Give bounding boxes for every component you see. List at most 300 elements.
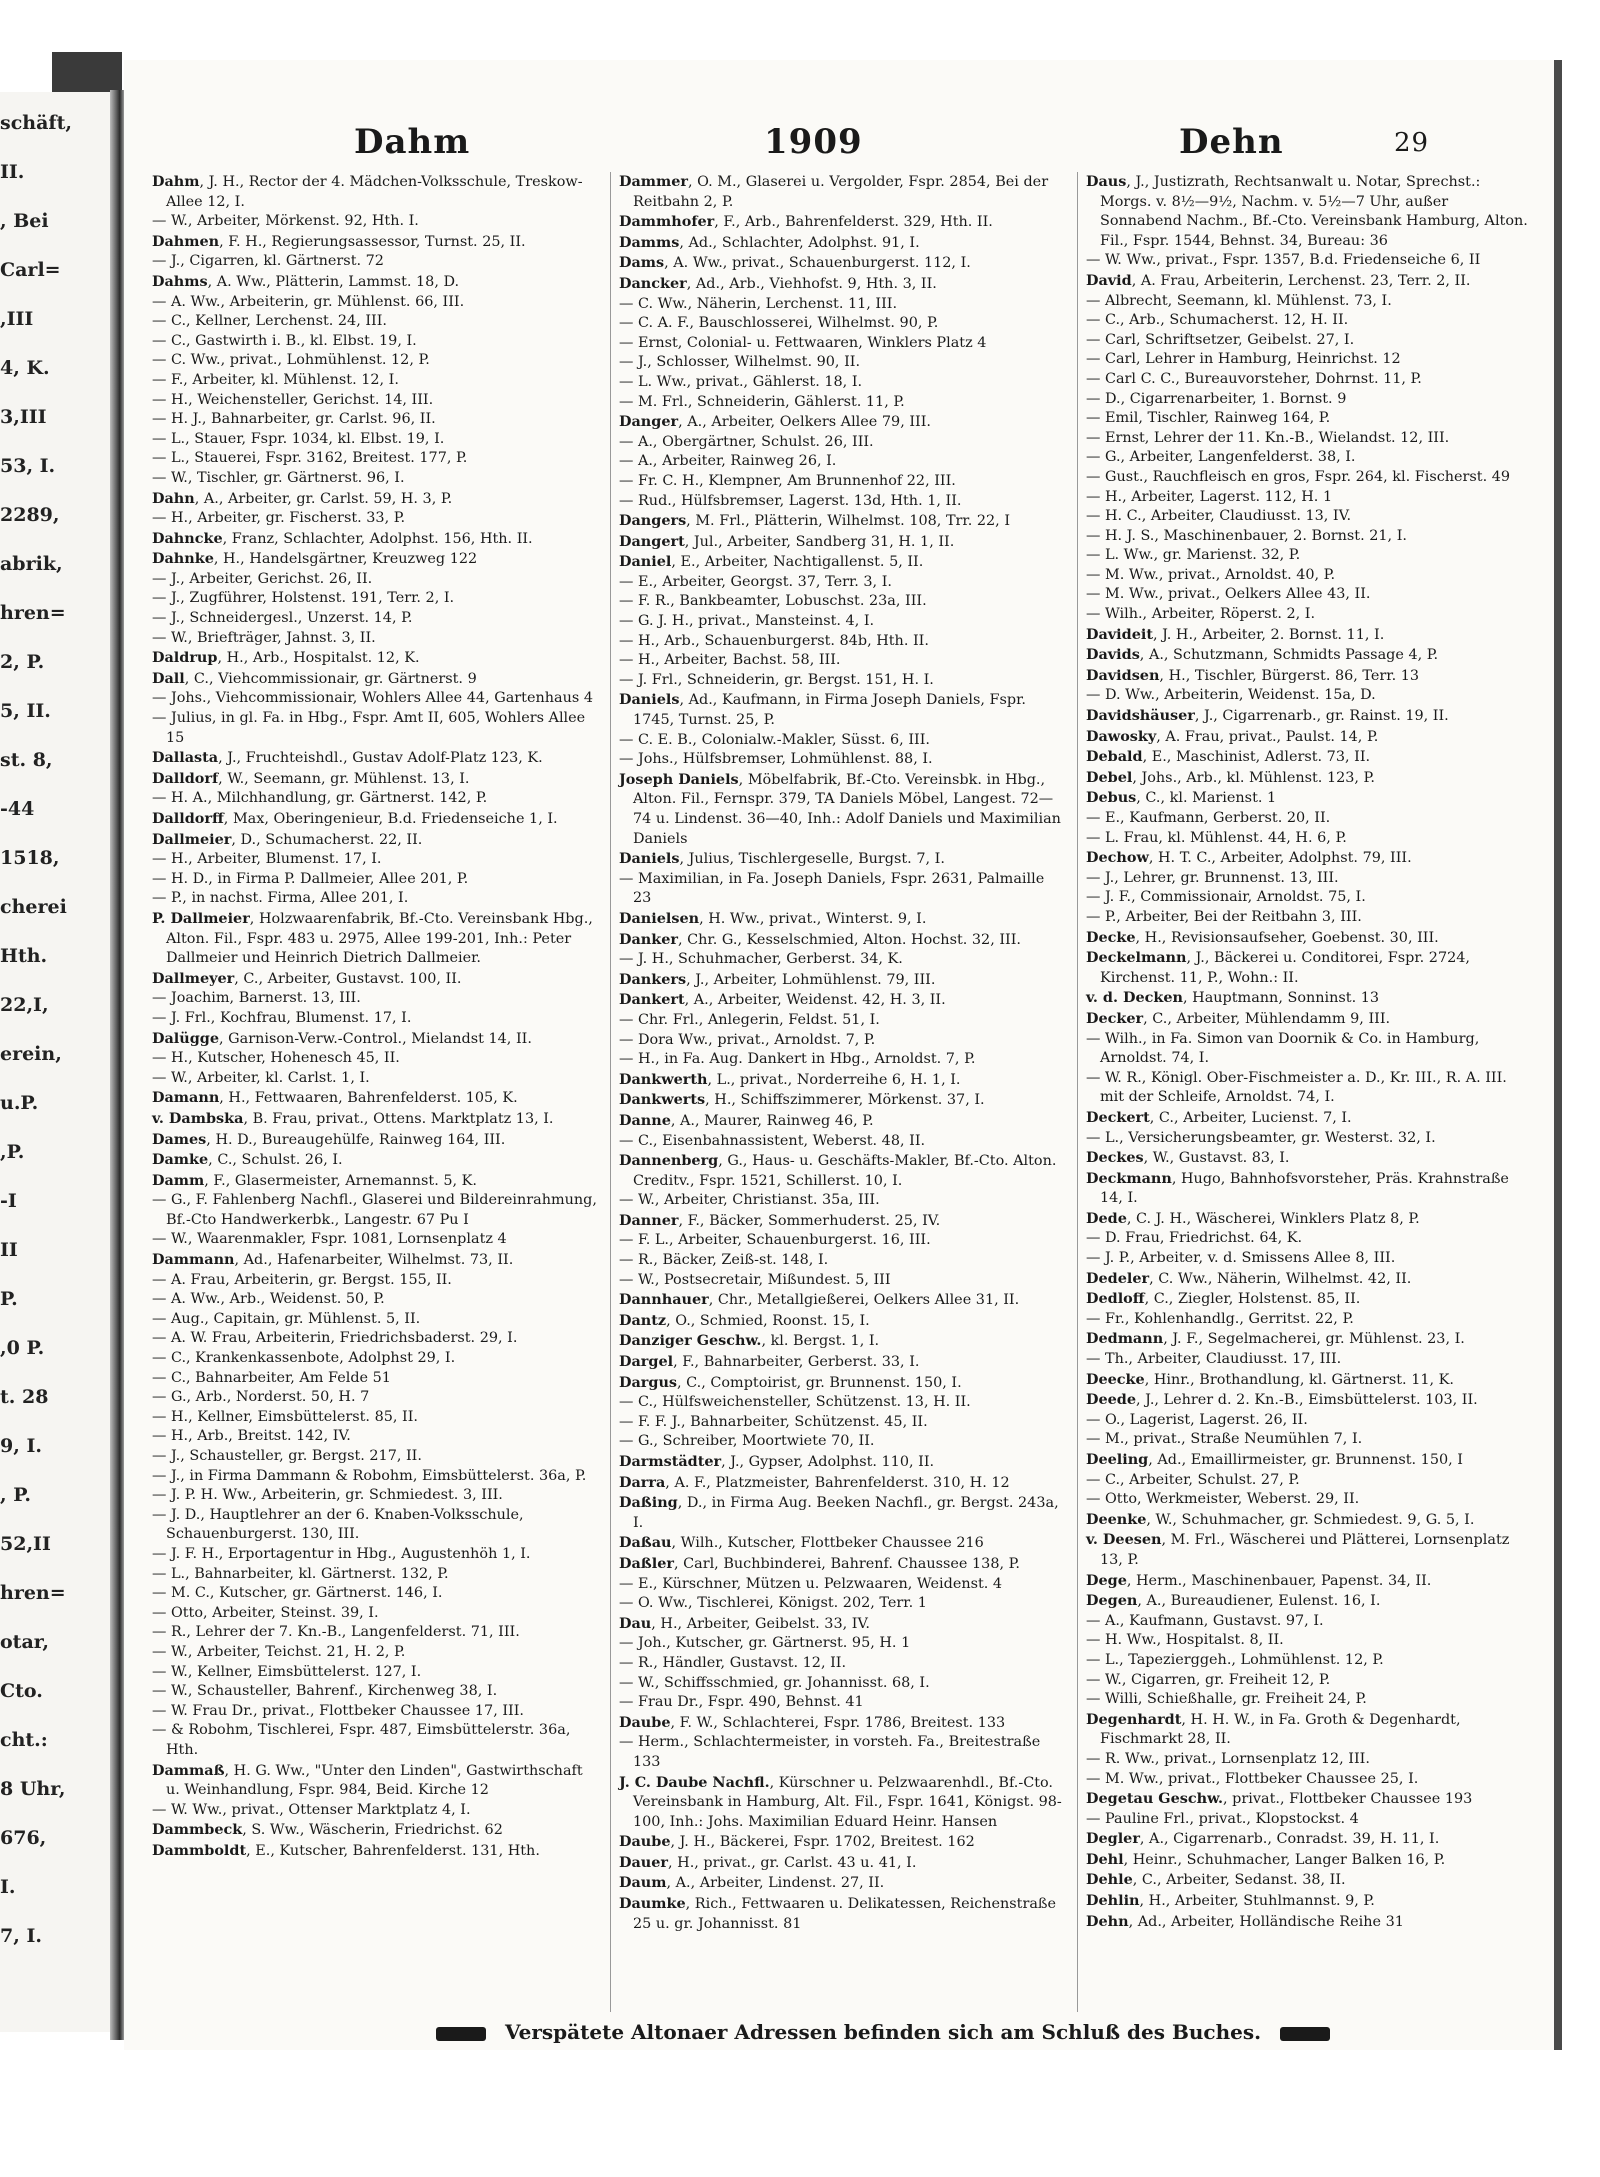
- entry-surname: Dahms: [152, 272, 208, 290]
- entry-surname: Degetau Geschw.: [1086, 1790, 1224, 1808]
- entry-surname: Dahmen: [152, 232, 220, 250]
- entry-surname: Daßler: [619, 1554, 674, 1572]
- prev-page-fragment: Cto.: [0, 1680, 43, 1702]
- directory-entry: — W. Frau Dr., privat., Flottbeker Chaussee 17, III.: [152, 1702, 524, 1719]
- directory-entry: — W., Waarenmakler, Fspr. 1081, Lornsenplatz 4: [152, 1231, 507, 1248]
- directory-entry: Daus, J., Justizrath, Rechtsanwalt u. Notar, Sprechst.: Morgs. v. 8½—9½, Nachm. v. 5½—7 Uhr, außer Sonnabend Nachm., Bf.-Cto. Vereinsbank Hamburg, Alton. Fil., Fspr. 1544, Behnst. 34, Bureau: 36: [1086, 173, 1528, 249]
- prev-page-fragment: schäft,: [0, 112, 72, 134]
- directory-entry: — A. W. Frau, Arbeiterin, Friedrichsbaderst. 29, I.: [152, 1330, 518, 1347]
- directory-entry: — J., Schlosser, Wilhelmst. 90, II.: [619, 354, 861, 371]
- directory-entry: Dams, A. Ww., privat., Schauenburgerst. 112, I.: [619, 254, 971, 272]
- directory-entry: Deede, J., Lehrer d. 2. Kn.-B., Eimsbüttelerst. 103, II.: [1086, 1391, 1478, 1409]
- entry-surname: Dammboldt: [152, 1841, 247, 1859]
- directory-entry: Dahm, J. H., Rector der 4. Mädchen-Volksschule, Treskow-Allee 12, I.: [152, 173, 583, 210]
- entry-surname: Dede: [1086, 1209, 1127, 1227]
- prev-page-fragment: 7, I.: [0, 1925, 42, 1947]
- directory-entry: — Ernst, Colonial- u. Fettwaaren, Winklers Platz 4: [619, 334, 987, 351]
- directory-entry: — J. P., Arbeiter, v. d. Smissens Allee 8, III.: [1086, 1250, 1396, 1267]
- directory-entry: Dalldorf, W., Seemann, gr. Mühlenst. 13, I.: [152, 769, 470, 787]
- directory-entry: Decker, C., Arbeiter, Mühlendamm 9, III.: [1086, 1009, 1391, 1027]
- entry-surname: Davidshäuser: [1086, 707, 1195, 725]
- entry-surname: Dankwerth: [619, 1070, 708, 1088]
- directory-entry: — O., Lagerist, Lagerst. 26, II.: [1086, 1411, 1308, 1428]
- entry-surname: Davidsen: [1086, 666, 1160, 684]
- directory-entry: v. Dambska, B. Frau, privat., Ottens. Marktplatz 13, I.: [152, 1109, 554, 1127]
- entry-surname: v. Deesen: [1086, 1531, 1162, 1549]
- directory-entry: Davids, A., Schutzmann, Schmidts Passage 4, P.: [1086, 646, 1439, 664]
- directory-entry: — C. E. B., Colonialw.-Makler, Süsst. 6, III.: [619, 731, 930, 748]
- directory-entry: — J. H., Schuhmacher, Gerberst. 34, K.: [619, 951, 903, 968]
- directory-entry: Dammboldt, E., Kutscher, Bahrenfelderst. 131, Hth.: [152, 1841, 540, 1859]
- directory-entry: — E., Arbeiter, Georgst. 37, Terr. 3, I.: [619, 573, 892, 590]
- entry-surname: Dechow: [1086, 849, 1149, 867]
- prev-page-fragment: hren=: [0, 1582, 66, 1604]
- directory-entry: — R., Lehrer der 7. Kn.-B., Langenfelderst. 71, III.: [152, 1624, 520, 1641]
- entry-surname: P. Dallmeier: [152, 909, 250, 927]
- entry-surname: Dalldorff: [152, 810, 224, 827]
- prev-page-fragment: -44: [0, 798, 35, 820]
- directory-entry: — A., Kaufmann, Gustavst. 97, I.: [1086, 1612, 1324, 1629]
- directory-entry: Davideit, J. H., Arbeiter, 2. Bornst. 11, I.: [1086, 625, 1385, 643]
- prev-page-fragment: , P.: [0, 1484, 31, 1506]
- directory-entry: Daube, J. H., Bäckerei, Fspr. 1702, Breitest. 162: [619, 1833, 975, 1851]
- directory-entry: Daum, A., Arbeiter, Lindenst. 27, II.: [619, 1874, 885, 1892]
- page-number: 29: [1394, 128, 1430, 158]
- prev-page-fragment: ,0 P.: [0, 1337, 45, 1359]
- directory-entry: — J., in Firma Dammann & Robohm, Eimsbüttelerst. 36a, P.: [152, 1467, 587, 1484]
- directory-entry: — H., Kutscher, Hohenesch 45, II.: [152, 1050, 400, 1067]
- directory-entry: Dau, H., Arbeiter, Geibelst. 33, IV.: [619, 1614, 870, 1632]
- entry-surname: Dedmann: [1086, 1330, 1164, 1348]
- directory-entry: — A., Arbeiter, Rainweg 26, I.: [619, 453, 837, 470]
- header-right-keyword: Dehn: [1179, 122, 1284, 162]
- directory-entry: Dauer, H., privat., gr. Carlst. 43 u. 41, I.: [619, 1853, 917, 1871]
- prev-page-fragment: ,P.: [0, 1141, 25, 1163]
- directory-entry: Dancker, Ad., Arb., Viehhofst. 9, Hth. 3, II.: [619, 274, 937, 292]
- directory-entry: Deckelmann, J., Bäckerei u. Conditorei, Fspr. 2724, Kirchenst. 11, P., Wohn.: II.: [1086, 949, 1471, 986]
- directory-entry: — C. Ww., Näherin, Lerchenst. 11, III.: [619, 295, 898, 312]
- directory-entry: — O. Ww., Tischlerei, Königst. 202, Terr. 1: [619, 1595, 927, 1612]
- directory-entry: — Dora Ww., privat., Arnoldst. 7, P.: [619, 1031, 876, 1048]
- directory-entry: Decke, H., Revisionsaufseher, Goebenst. 30, III.: [1086, 928, 1439, 946]
- directory-entry: — L., Bahnarbeiter, kl. Gärtnerst. 132, P.: [152, 1565, 449, 1582]
- directory-entry: Dames, H. D., Bureaugehülfe, Rainweg 164, III.: [152, 1130, 506, 1148]
- directory-entry: Dehn, Ad., Arbeiter, Holländische Reihe 31: [1086, 1912, 1404, 1930]
- entry-surname: Daube: [619, 1713, 671, 1731]
- directory-entry: Debus, C., kl. Marienst. 1: [1086, 789, 1277, 807]
- directory-entry: — H. J. S., Maschinenbauer, 2. Bornst. 21, I.: [1086, 527, 1407, 544]
- directory-entry: Dehle, C., Arbeiter, Sedanst. 38, II.: [1086, 1871, 1346, 1889]
- entry-surname: Dahm: [152, 173, 200, 190]
- directory-entry: Damann, H., Fettwaaren, Bahrenfelderst. 105, K.: [152, 1089, 518, 1107]
- directory-entry: — M. C., Kutscher, gr. Gärtnerst. 146, I.: [152, 1585, 443, 1602]
- entry-surname: Degler: [1086, 1830, 1140, 1848]
- directory-entry: Dall, C., Viehcommissionair, gr. Gärtnerst. 9: [152, 669, 477, 687]
- entry-surname: Dannenberg: [619, 1152, 719, 1170]
- prev-page-fragment: ,III: [0, 308, 34, 330]
- entry-surname: Dehlin: [1086, 1892, 1140, 1910]
- directory-entry: — Aug., Capitain, gr. Mühlenst. 5, II.: [152, 1310, 421, 1327]
- directory-entry: — W., Cigarren, gr. Freiheit 12, P.: [1086, 1671, 1331, 1688]
- directory-entry: — Wilh., Arbeiter, Röperst. 2, I.: [1086, 606, 1316, 623]
- directory-entry: — C., Hülfsweichensteller, Schützenst. 13, H. II.: [619, 1394, 971, 1411]
- prev-page-fragment: 52,II: [0, 1533, 51, 1555]
- entry-surname: Debel: [1086, 768, 1133, 786]
- directory-entry: — Otto, Werkmeister, Weberst. 29, II.: [1086, 1491, 1360, 1508]
- directory-entry: — C. Ww., privat., Lohmühlenst. 12, P.: [152, 352, 430, 369]
- directory-entry: Dedloff, C., Ziegler, Holstenst. 85, II.: [1086, 1290, 1361, 1308]
- directory-entry: — D. Ww., Arbeiterin, Weidenst. 15a, D.: [1086, 687, 1376, 704]
- directory-entry: Daniel, E., Arbeiter, Nachtigallenst. 5, II.: [619, 553, 924, 571]
- directory-entry: Dankers, J., Arbeiter, Lohmühlenst. 79, III.: [619, 970, 936, 988]
- column-1: [144, 172, 600, 2012]
- entry-surname: Dehn: [1086, 1912, 1129, 1930]
- directory-entry: — Johs., Hülfsbremser, Lohmühlenst. 88, I.: [619, 751, 933, 768]
- directory-entry: Damms, Ad., Schlachter, Adolphst. 91, I.: [619, 233, 920, 251]
- directory-entry: Daniels, Ad., Kaufmann, in Firma Joseph Daniels, Fspr. 1745, Turnst. 25, P.: [619, 691, 1026, 729]
- directory-entry: — M. Ww., privat., Oelkers Allee 43, II.: [1086, 586, 1371, 603]
- entry-surname: Dehle: [1086, 1871, 1133, 1889]
- entry-surname: Darmstädter: [619, 1453, 722, 1470]
- directory-entry: — A., Obergärtner, Schulst. 26, III.: [619, 433, 874, 450]
- directory-entry: — D. Frau, Friedrichst. 64, K.: [1086, 1230, 1303, 1247]
- directory-entry: Davidsen, H., Tischler, Bürgerst. 86, Terr. 13: [1086, 666, 1420, 684]
- entry-surname: Daube: [619, 1833, 671, 1851]
- directory-entry: — H. D., in Firma P. Dallmeier, Allee 201, P.: [152, 870, 469, 887]
- directory-entry: — W., Arbeiter, Mörkenst. 92, Hth. I.: [152, 213, 419, 230]
- pointing-hand-left-icon: [436, 2027, 486, 2041]
- entry-surname: Dankers: [619, 970, 687, 988]
- directory-entry: Degetau Geschw., privat., Flottbeker Chaussee 193: [1086, 1790, 1473, 1808]
- prev-page-fragment: 3,III: [0, 406, 47, 428]
- directory-entry: Danger, A., Arbeiter, Oelkers Allee 79, III.: [619, 413, 931, 431]
- directory-entry: Darmstädter, J., Gypser, Adolphst. 110, II.: [619, 1453, 935, 1470]
- entry-surname: Damke: [152, 1151, 209, 1169]
- directory-entry: Dahms, A. Ww., Plätterin, Lammst. 18, D.: [152, 272, 460, 290]
- directory-entry: Dankwerts, H., Schiffszimmerer, Mörkenst. 37, I.: [619, 1091, 985, 1109]
- directory-entry: Degler, A., Cigarrenarb., Conradst. 39, H. 11, I.: [1086, 1830, 1440, 1848]
- entry-surname: Darra: [619, 1473, 666, 1491]
- directory-entry: — W., Schausteller, Bahrenf., Kirchenweg 38, I.: [152, 1683, 498, 1700]
- directory-entry: — H., in Fa. Aug. Dankert in Hbg., Arnoldst. 7, P.: [619, 1051, 976, 1068]
- directory-entry: Dede, C. J. H., Wäscherei, Winklers Platz 8, P.: [1086, 1209, 1420, 1227]
- footer-note: [424, 2020, 1284, 2044]
- entry-surname: Dawosky: [1086, 727, 1157, 745]
- entry-surname: Damm: [152, 1171, 205, 1189]
- directory-entry: Dannenberg, G., Haus- u. Geschäfts-Makler, Bf.-Cto. Alton. Creditv., Fspr. 1521, Schillerst. 10, I.: [619, 1152, 1057, 1189]
- entry-surname: Joseph Daniels: [619, 770, 739, 788]
- directory-entry: — L., Stauerei, Fspr. 3162, Breitest. 177, P.: [152, 450, 468, 467]
- directory-entry: Daumke, Rich., Fettwaaren u. Delikatessen, Reichenstraße 25 u. gr. Johannisst. 81: [619, 1895, 1057, 1932]
- entry-surname: Deenke: [1086, 1510, 1147, 1528]
- entry-surname: Damms: [619, 233, 680, 251]
- directory-entry: Dammaß, H. G. Ww., "Unter den Linden", Gastwirthschaft u. Weinhandlung, Fspr. 984, Beid. Kirche 12: [152, 1761, 583, 1799]
- directory-entry: Danner, F., Bäcker, Sommerhuderst. 25, IV.: [619, 1211, 941, 1229]
- entry-surname: Deede: [1086, 1391, 1137, 1409]
- entry-surname: Danielsen: [619, 909, 700, 927]
- directory-entry: — L., Versicherungsbeamter, gr. Westerst. 32, I.: [1086, 1129, 1436, 1146]
- directory-entry: — C., Krankenkassenbote, Adolphst 29, I.: [152, 1350, 456, 1367]
- entry-surname: Davideit: [1086, 625, 1153, 643]
- entry-surname: Dankwerts: [619, 1091, 706, 1109]
- entry-surname: Dancker: [619, 274, 687, 292]
- directory-entry: Dankwerth, L., privat., Norderreihe 6, H. 1, I.: [619, 1070, 961, 1088]
- entry-surname: Daum: [619, 1874, 667, 1892]
- directory-entry: — C. A. F., Bauschlosserei, Wilhelmst. 90, P.: [619, 315, 939, 332]
- directory-entry: Damm, F., Glasermeister, Arnemannst. 5, K.: [152, 1171, 477, 1189]
- header-year: 1909: [764, 122, 863, 162]
- directory-entry: — D., Cigarrenarbeiter, 1. Bornst. 9: [1086, 390, 1347, 407]
- entry-surname: Daniels: [619, 691, 680, 709]
- entry-surname: Dankert: [619, 991, 685, 1009]
- directory-entry: Daldrup, H., Arb., Hospitalst. 12, K.: [152, 649, 420, 667]
- directory-entry: Danker, Chr. G., Kesselschmied, Alton. Hochst. 32, III.: [619, 930, 1021, 948]
- entry-surname: Dau: [619, 1614, 652, 1632]
- directory-entry: Dahnke, H., Handelsgärtner, Kreuzweg 122: [152, 550, 478, 568]
- entry-surname: Daus: [1086, 173, 1127, 190]
- directory-entry: — W., Postsecretair, Mißundest. 5, III: [619, 1271, 891, 1288]
- directory-entry: Joseph Daniels, Möbelfabrik, Bf.-Cto. Vereinsbk. in Hbg., Alton. Fil., Fernspr. 379, TA Daniels Möbel, Langest. 72—74 u. Lindenst. 36—40, Inh.: Adolf Daniels und Maximilian Daniels: [619, 770, 1061, 847]
- entry-surname: Dedloff: [1086, 1290, 1145, 1308]
- directory-entry: — Johs., Viehcommissionair, Wohlers Allee 44, Gartenhaus 4: [152, 690, 593, 707]
- directory-entry: Danziger Geschw., kl. Bergst. 1, I.: [619, 1332, 880, 1350]
- directory-entry: — H. C., Arbeiter, Claudiusst. 13, IV.: [1086, 508, 1352, 525]
- directory-entry: — W., Tischler, gr. Gärtnerst. 96, I.: [152, 469, 405, 486]
- directory-entry: Dammhofer, F., Arb., Bahrenfelderst. 329, Hth. II.: [619, 213, 993, 231]
- entry-surname: Dehl: [1086, 1850, 1124, 1868]
- directory-entry: Dargel, F., Bahnarbeiter, Gerberst. 33, I.: [619, 1353, 920, 1371]
- prev-page-fragment: t. 28: [0, 1386, 49, 1408]
- directory-entry: — F. R., Bankbeamter, Lobuschst. 23a, III.: [619, 593, 927, 610]
- entry-surname: Daßing: [619, 1494, 678, 1512]
- directory-entry: — C., Bahnarbeiter, Am Felde 51: [152, 1369, 391, 1386]
- entry-surname: Danne: [619, 1111, 671, 1129]
- directory-entry: Dargus, C., Comptoirist, gr. Brunnenst. 150, I.: [619, 1373, 962, 1391]
- prev-page-fragment: -I: [0, 1190, 17, 1212]
- directory-entry: — R., Händler, Gustavst. 12, II.: [619, 1654, 847, 1671]
- directory-entry: Dammer, O. M., Glaserei u. Vergolder, Fspr. 2854, Bei der Reitbahn 2, P.: [619, 173, 1049, 210]
- directory-entry: — Albrecht, Seemann, kl. Mühlenst. 73, I.: [1086, 292, 1392, 309]
- directory-entry: Dallmeyer, C., Arbeiter, Gustavst. 100, II.: [152, 969, 462, 987]
- header-left-keyword: Dahm: [354, 122, 471, 162]
- directory-entry: — Frau Dr., Fspr. 490, Behnst. 41: [619, 1694, 864, 1711]
- prev-page-fragment: otar,: [0, 1631, 50, 1653]
- directory-entry: — Pauline Frl., privat., Klopstockst. 4: [1086, 1810, 1359, 1827]
- prev-page-fragment: P.: [0, 1288, 18, 1310]
- entry-surname: Daldrup: [152, 649, 218, 667]
- directory-entry: — G. J. H., privat., Mansteinst. 4, I.: [619, 613, 875, 630]
- entry-surname: Dauer: [619, 1853, 669, 1871]
- directory-entry: Deckmann, Hugo, Bahnhofsvorsteher, Präs. Krahnstraße 14, I.: [1086, 1169, 1509, 1207]
- entry-surname: Danker: [619, 930, 678, 948]
- directory-entry: — M. Ww., privat., Arnoldst. 40, P.: [1086, 566, 1336, 583]
- entry-surname: Degenhardt: [1086, 1710, 1182, 1728]
- entry-surname: Decker: [1086, 1009, 1144, 1027]
- directory-entry: — G., Arbeiter, Langenfelderst. 38, I.: [1086, 449, 1356, 466]
- prev-page-fragment: abrik,: [0, 553, 63, 575]
- directory-entry: — J., Lehrer, gr. Brunnenst. 13, III.: [1086, 869, 1339, 886]
- prev-page-fragment: 2289,: [0, 504, 60, 526]
- entry-surname: Deckelmann: [1086, 949, 1187, 967]
- entry-surname: Dantz: [619, 1311, 667, 1329]
- entry-surname: Dammaß: [152, 1761, 225, 1779]
- directory-entry: Dahmen, F. H., Regierungsassessor, Turnst. 25, II.: [152, 232, 526, 250]
- directory-entry: — R., Bäcker, Zeiß-st. 148, I.: [619, 1252, 829, 1269]
- directory-entry: Dawosky, A. Frau, privat., Paulst. 14, P.: [1086, 727, 1379, 745]
- directory-entry: P. Dallmeier, Holzwaarenfabrik, Bf.-Cto. Vereinsbank Hbg., Alton. Fil., Fspr. 483 u. 2975, Allee 199-201, Inh.: Peter Dallmeier und Heinrich Dietrich Dallmeier.: [152, 909, 593, 967]
- entry-surname: Dallmeier: [152, 830, 232, 848]
- prev-page-fragment: 1518,: [0, 847, 60, 869]
- directory-entry: David, A. Frau, Arbeiterin, Lerchenst. 23, Terr. 2, II.: [1086, 271, 1471, 289]
- prev-page-fragment: Carl=: [0, 259, 61, 281]
- directory-entry: — M. Ww., privat., Flottbeker Chaussee 25, I.: [1086, 1770, 1419, 1787]
- directory-entry: — P., Arbeiter, Bei der Reitbahn 3, III.: [1086, 908, 1362, 925]
- entry-surname: Dammann: [152, 1251, 235, 1269]
- entry-surname: Dannhauer: [619, 1291, 709, 1309]
- directory-entry: — P., in nachst. Firma, Allee 201, I.: [152, 890, 409, 907]
- entry-surname: Dalldorf: [152, 769, 219, 787]
- directory-entry: — C., Arbeiter, Schulst. 27, P.: [1086, 1471, 1300, 1488]
- directory-entry: — Joachim, Barnerst. 13, III.: [152, 990, 361, 1007]
- directory-entry: — J., Zugführer, Holstenst. 191, Terr. 2, I.: [152, 590, 455, 607]
- directory-entry: — A. Ww., Arb., Weidenst. 50, P.: [152, 1291, 385, 1308]
- directory-entry: — M. Frl., Schneiderin, Gählerst. 11, P.: [619, 393, 905, 410]
- directory-entry: — W., Schiffsschmied, gr. Johannisst. 68, I.: [619, 1674, 930, 1691]
- entry-surname: Deckert: [1086, 1108, 1150, 1126]
- entry-surname: Debus: [1086, 789, 1137, 807]
- directory-entry: — H., Arbeiter, Blumenst. 17, I.: [152, 851, 382, 868]
- directory-entry: — Rud., Hülfsbremser, Lagerst. 13d, Hth. 1, II.: [619, 492, 962, 509]
- directory-page: [124, 60, 1562, 2050]
- directory-entry: Dantz, O., Schmied, Roonst. 15, I.: [619, 1311, 870, 1329]
- prev-page-fragment: erein,: [0, 1043, 62, 1065]
- directory-entry: — L., Tapezierggeh., Lohmühlenst. 12, P.: [1086, 1651, 1384, 1668]
- entry-surname: Dames: [152, 1130, 207, 1148]
- entry-surname: Danziger Geschw.: [619, 1332, 762, 1350]
- directory-entry: — Fr., Kohlenhandlg., Gerritst. 22, P.: [1086, 1310, 1354, 1327]
- directory-entry: Debel, Johs., Arb., kl. Mühlenst. 123, P.: [1086, 768, 1375, 786]
- directory-entry: Dechow, H. T. C., Arbeiter, Adolphst. 79, III.: [1086, 849, 1412, 867]
- directory-entry: — R. Ww., privat., Lornsenplatz 12, III.: [1086, 1750, 1370, 1767]
- entry-surname: Dangert: [619, 532, 685, 550]
- column-3: [1077, 172, 1534, 2012]
- prev-page-fragment: 676,: [0, 1827, 47, 1849]
- directory-entry: — H., Arbeiter, gr. Fischerst. 33, P.: [152, 510, 406, 527]
- directory-entry: — L., Stauer, Fspr. 1034, kl. Elbst. 19, I.: [152, 430, 445, 447]
- directory-entry: Degenhardt, H. H. W., in Fa. Groth & Degenhardt, Fischmarkt 28, II.: [1086, 1710, 1461, 1748]
- directory-entry: — H., Arb., Schauenburgerst. 84b, Hth. II.: [619, 632, 929, 649]
- directory-entry: — H., Kellner, Eimsbüttelerst. 85, II.: [152, 1408, 418, 1425]
- directory-entry: — W. Ww., privat., Ottenser Marktplatz 4, I.: [152, 1801, 471, 1818]
- entry-surname: Daßau: [619, 1534, 672, 1552]
- directory-entry: — Carl, Lehrer in Hamburg, Heinrichst. 12: [1086, 351, 1401, 368]
- entry-surname: Dedeler: [1086, 1269, 1150, 1287]
- directory-entry: — J. F., Commissionair, Arnoldst. 75, I.: [1086, 889, 1366, 906]
- entry-surname: Danger: [619, 413, 679, 431]
- directory-entry: — W., Kellner, Eimsbüttelerst. 127, I.: [152, 1663, 422, 1680]
- directory-entry: — G., F. Fahlenberg Nachfl., Glaserei und Bildereinrahmung, Bf.-Cto Handwerkerbk., Langestr. 67 Pu I: [152, 1192, 597, 1228]
- entry-surname: Deeling: [1086, 1451, 1149, 1468]
- directory-entry: — H., Weichensteller, Gerichst. 14, III.: [152, 391, 434, 408]
- page-header: [124, 122, 1524, 172]
- directory-entry: Deeling, Ad., Emaillirmeister, gr. Brunnenst. 150, I: [1086, 1451, 1463, 1468]
- entry-surname: v. Dambska: [152, 1109, 244, 1127]
- directory-entry: Dallasta, J., Fruchteishdl., Gustav Adolf-Platz 123, K.: [152, 749, 543, 767]
- directory-entry: Davidshäuser, J., Cigarrenarb., gr. Rainst. 19, II.: [1086, 707, 1449, 725]
- prev-page-fragment: Hth.: [0, 945, 48, 967]
- directory-entry: Damke, C., Schulst. 26, I.: [152, 1151, 343, 1169]
- directory-entry: — F. L., Arbeiter, Schauenburgerst. 16, III.: [619, 1232, 931, 1249]
- directory-entry: v. Deesen, M. Frl., Wäscherei und Plätterei, Lornsenplatz 13, P.: [1086, 1531, 1510, 1568]
- entry-surname: Dahnke: [152, 550, 214, 568]
- directory-entry: — W. R., Königl. Ober-Fischmeister a. D., Kr. III., R. A. III. mit der Schleife, Arnoldst. 74, I.: [1086, 1069, 1507, 1106]
- directory-entry: — C., Eisenbahnassistent, Weberst. 48, II.: [619, 1132, 926, 1149]
- directory-entry: — Th., Arbeiter, Claudiusst. 17, III.: [1086, 1351, 1342, 1368]
- entry-surname: Dallmeyer: [152, 969, 235, 987]
- entry-surname: Dammhofer: [619, 213, 715, 231]
- entry-surname: Dege: [1086, 1571, 1127, 1589]
- directory-entry: Dangers, M. Frl., Plätterin, Wilhelmst. 108, Trr. 22, I: [619, 512, 1011, 530]
- entry-surname: Dahncke: [152, 529, 223, 547]
- entry-surname: Damann: [152, 1089, 220, 1107]
- directory-entry: — Fr. C. H., Klempner, Am Brunnenhof 22, III.: [619, 472, 956, 489]
- directory-entry: — W. Ww., privat., Fspr. 1357, B.d. Friedenseiche 6, II: [1086, 252, 1481, 269]
- entry-surname: J. C. Daube Nachfl.: [619, 1773, 770, 1791]
- directory-entry: — A. Ww., Arbeiterin, gr. Mühlenst. 66, III.: [152, 293, 465, 310]
- directory-entry: Daube, F. W., Schlachterei, Fspr. 1786, Breitest. 133: [619, 1713, 1006, 1731]
- directory-entry: — M., privat., Straße Neumühlen 7, I.: [1086, 1431, 1363, 1448]
- directory-columns: [144, 172, 1534, 2012]
- directory-entry: — Carl C. C., Bureauvorsteher, Dohrnst. 11, P.: [1086, 370, 1422, 387]
- directory-entry: — H. J., Bahnarbeiter, gr. Carlst. 96, II.: [152, 411, 436, 428]
- directory-entry: — Julius, in gl. Fa. in Hbg., Fspr. Amt II, 605, Wohlers Allee 15: [152, 710, 586, 746]
- directory-entry: — A. Frau, Arbeiterin, gr. Bergst. 155, II.: [152, 1271, 452, 1288]
- directory-entry: — J. Frl., Kochfrau, Blumenst. 17, I.: [152, 1009, 412, 1026]
- directory-entry: — H. A., Milchhandlung, gr. Gärtnerst. 142, P.: [152, 790, 488, 807]
- directory-entry: — J. D., Hauptlehrer an der 6. Knaben-Volksschule, Schauenburgerst. 130, III.: [152, 1506, 524, 1543]
- entry-surname: Dalügge: [152, 1029, 220, 1047]
- entry-surname: Dammbeck: [152, 1821, 243, 1839]
- directory-entry: Deckes, W., Gustavst. 83, I.: [1086, 1149, 1290, 1167]
- entry-surname: Deckes: [1086, 1149, 1144, 1167]
- prev-page-fragment: 22,I,: [0, 994, 49, 1016]
- footer-note-text: Verspätete Altonaer Adressen befinden sich am Schluß des Buches.: [504, 2020, 1262, 2044]
- directory-entry: Daßler, Carl, Buchbinderei, Bahrenf. Chaussee 138, P.: [619, 1554, 1020, 1572]
- prev-page-fragment: u.P.: [0, 1092, 39, 1114]
- entry-surname: Dangers: [619, 512, 687, 530]
- column-2: [610, 172, 1067, 2012]
- directory-entry: — Wilh., in Fa. Simon van Doornik & Co. in Hamburg, Arnoldst. 74, I.: [1086, 1030, 1480, 1067]
- directory-entry: J. C. Daube Nachfl., Kürschner u. Pelzwaarenhdl., Bf.-Cto. Vereinsbank in Hamburg, Alt. Fil., Fspr. 1641, Königst. 98-100, Inh.: Johs. Maximilian Eduard Heinr. Hansen: [619, 1773, 1062, 1830]
- directory-entry: Dangert, Jul., Arbeiter, Sandberg 31, H. 1, II.: [619, 532, 955, 550]
- prev-page-fragment: 4, K.: [0, 357, 50, 379]
- entry-surname: Debald: [1086, 748, 1143, 766]
- directory-entry: Dallmeier, D., Schumacherst. 22, II.: [152, 830, 423, 848]
- pointing-hand-right-icon: [1280, 2027, 1330, 2041]
- directory-entry: — J., Arbeiter, Gerichst. 26, II.: [152, 570, 373, 587]
- directory-entry: — E., Kürschner, Mützen u. Pelzwaaren, Weidenst. 4: [619, 1575, 1003, 1592]
- directory-entry: — H. Ww., Hospitalst. 8, II.: [1086, 1632, 1284, 1649]
- entry-surname: Deckmann: [1086, 1169, 1172, 1187]
- directory-entry: — J. Frl., Schneiderin, gr. Bergst. 151, H. I.: [619, 671, 934, 688]
- directory-entry: Dammann, Ad., Hafenarbeiter, Wilhelmst. 73, II.: [152, 1251, 514, 1269]
- directory-entry: — F., Arbeiter, kl. Mühlenst. 12, I.: [152, 371, 399, 388]
- prev-page-fragment: 2, P.: [0, 651, 45, 673]
- entry-surname: Daumke: [619, 1895, 686, 1913]
- directory-entry: — E., Kaufmann, Gerberst. 20, II.: [1086, 810, 1331, 826]
- directory-entry: — L. Ww., privat., Gählerst. 18, I.: [619, 373, 863, 390]
- prev-page-fragment: hren=: [0, 602, 66, 624]
